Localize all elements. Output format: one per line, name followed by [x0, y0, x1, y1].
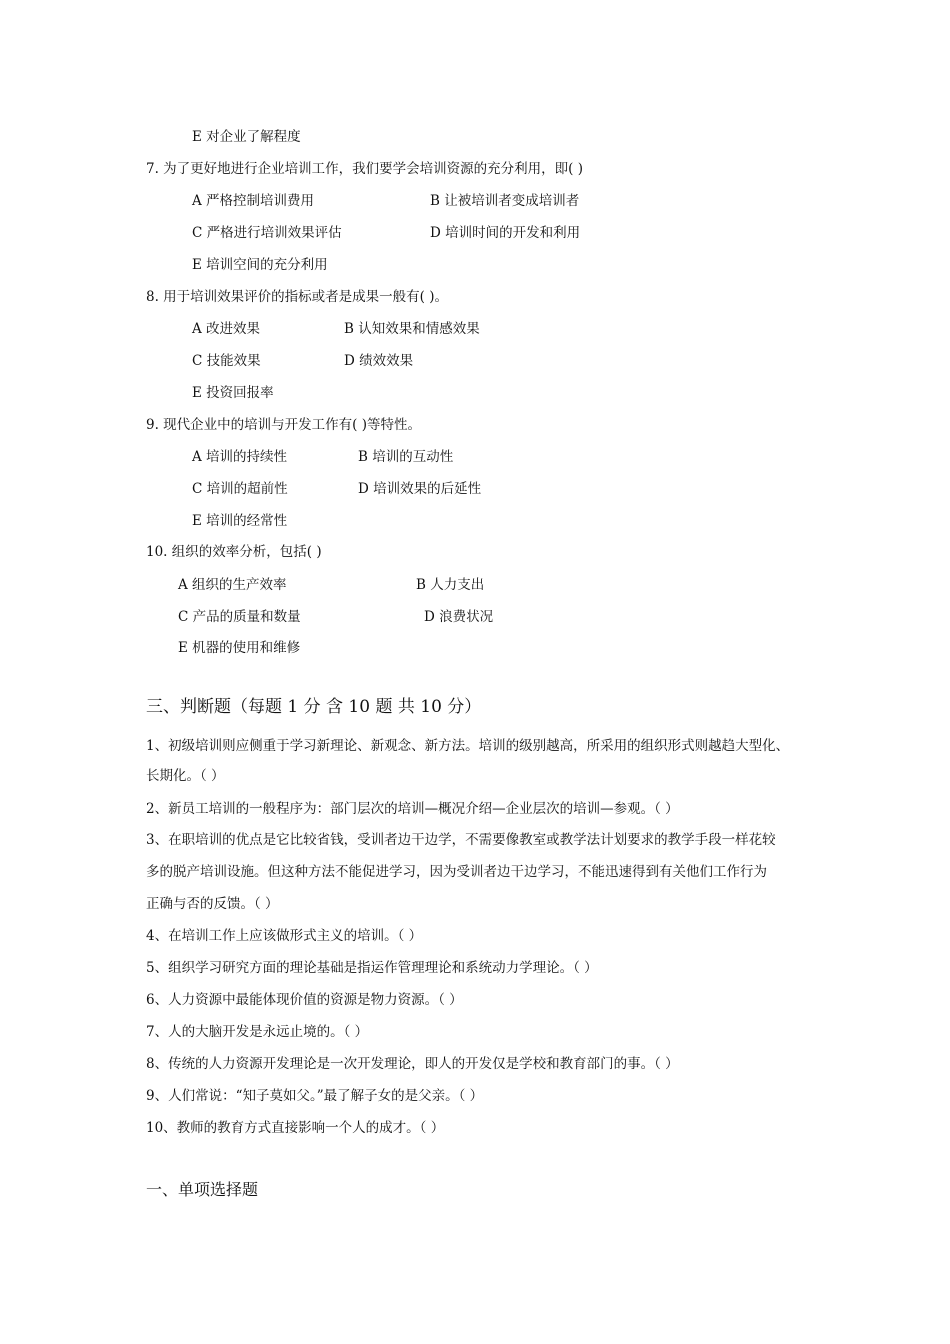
judgement-line: 长期化。（ ）	[146, 768, 225, 784]
judgement-line: 8、传统的人力资源开发理论是一次开发理论，即人的开发仅是学校和教育部门的事。（ ）	[146, 1056, 679, 1072]
q10-option-d: D 浪费状况	[424, 609, 494, 625]
judgement-line: 多的脱产培训设施。但这种方法不能促进学习，因为受训者边干边学习，不能迅速得到有关他们工作行为	[146, 864, 767, 880]
judgement-line: 7、人的大脑开发是永远止境的。（ ）	[146, 1024, 369, 1040]
q6-option-e: E 对企业了解程度	[192, 129, 301, 145]
q7-option-e: E 培训空间的充分利用	[192, 257, 328, 273]
judgement-line: 4、在培训工作上应该做形式主义的培训。（ ）	[146, 928, 423, 944]
judgement-section-title: 三、判断题（每题 1 分 含 10 题 共 10 分）	[146, 697, 482, 717]
q10-option-a: A 组织的生产效率	[178, 577, 287, 593]
q10-stem: 10. 组织的效率分析，包括( )	[146, 544, 322, 560]
judgement-line: 正确与否的反馈。（ ）	[146, 896, 279, 912]
q9-stem: 9. 现代企业中的培训与开发工作有( )等特性。	[146, 417, 421, 433]
q7-option-c: C 严格进行培训效果评估	[192, 225, 342, 241]
q8-option-c: C 技能效果	[192, 353, 261, 369]
q9-option-a: A 培训的持续性	[192, 449, 288, 465]
judgement-line: 3、在职培训的优点是它比较省钱，受训者边干边学，不需要像教室或教学法计划要求的教学手段一样花较	[146, 832, 776, 848]
q7-option-d: D 培训时间的开发和利用	[430, 225, 581, 241]
q10-option-b: B 人力支出	[416, 577, 485, 593]
q8-option-b: B 认知效果和情感效果	[344, 321, 480, 337]
judgement-line: 9、人们常说：“知子莫如父。”最了解子女的是父亲。（ ）	[146, 1088, 484, 1104]
judgement-line: 6、人力资源中最能体现价值的资源是物力资源。（ ）	[146, 992, 463, 1008]
judgement-line: 2、新员工培训的一般程序为：部门层次的培训—概况介绍—企业层次的培训—参观。（ ）	[146, 801, 679, 817]
q8-option-a: A 改进效果	[192, 321, 261, 337]
q8-option-e: E 投资回报率	[192, 385, 274, 401]
q9-option-d: D 培训效果的后延性	[358, 481, 482, 497]
single-choice-section-title: 一、单项选择题	[146, 1180, 259, 1199]
q7-option-b: B 让被培训者变成培训者	[430, 193, 580, 209]
judgement-line: 1、初级培训则应侧重于学习新理论、新观念、新方法。培训的级别越高，所采用的组织形式则越趋大型化、	[146, 738, 790, 754]
q7-stem: 7. 为了更好地进行企业培训工作，我们要学会培训资源的充分利用，即( )	[146, 161, 583, 177]
q10-option-c: C 产品的质量和数量	[178, 609, 301, 625]
q8-option-d: D 绩效效果	[344, 353, 414, 369]
judgement-line: 10、教师的教育方式直接影响一个人的成才。（ ）	[146, 1120, 445, 1136]
q7-option-a: A 严格控制培训费用	[192, 193, 315, 209]
q10-option-e: E 机器的使用和维修	[178, 640, 301, 656]
q9-option-b: B 培训的互动性	[358, 449, 454, 465]
q9-option-e: E 培训的经常性	[192, 513, 288, 529]
q8-stem: 8. 用于培训效果评价的指标或者是成果一般有( )。	[146, 289, 448, 305]
judgement-line: 5、组织学习研究方面的理论基础是指运作管理理论和系统动力学理论。（ ）	[146, 960, 598, 976]
q9-option-c: C 培训的超前性	[192, 481, 288, 497]
